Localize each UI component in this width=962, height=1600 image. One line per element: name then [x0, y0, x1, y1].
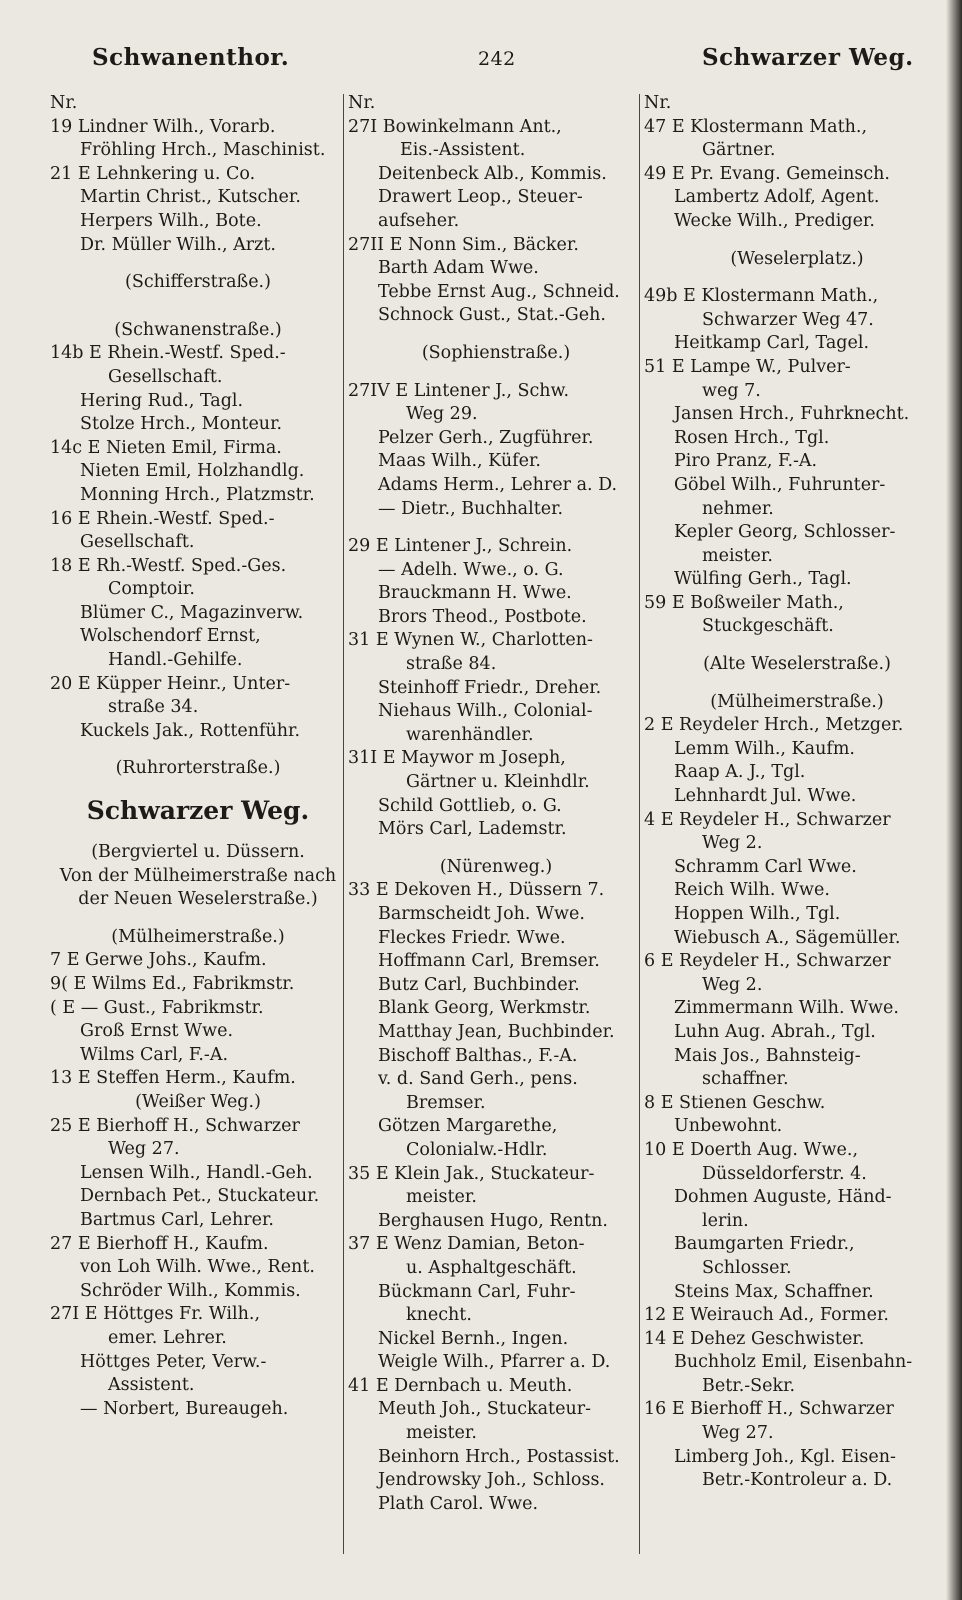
directory-entry: Wülfing Gerh., Tagl. — [674, 569, 852, 590]
directory-entry: Brors Theod., Postbote. — [378, 606, 587, 627]
directory-entry: Bückmann Carl, Fuhr- — [378, 1281, 576, 1302]
directory-entry: 2 E Reydeler Hrch., Metzger. — [644, 715, 904, 736]
directory-entry: Fröhling Hrch., Maschinist. — [80, 140, 326, 161]
directory-entry: Göbel Wilh., Fuhrunter- — [674, 474, 886, 495]
directory-entry: 27IV E Lintener J., Schw. — [348, 380, 570, 401]
directory-entry: Weg 2. — [702, 974, 763, 995]
directory-entry: 20 E Küpper Heinr., Unter- — [50, 673, 291, 694]
directory-entry: Lemm Wilh., Kaufm. — [674, 738, 855, 759]
directory-entry: Schlosser. — [702, 1257, 792, 1278]
directory-entry: 8 E Stienen Geschw. — [644, 1092, 826, 1113]
directory-entry: 27I Bowinkelmann Ant., — [348, 116, 562, 137]
directory-entry: — Dietr., Buchhalter. — [378, 498, 564, 519]
directory-entry: — Adelh. Wwe., o. G. — [378, 559, 564, 580]
street-heading: (Weselerplatz.) — [730, 248, 864, 269]
spacer — [644, 271, 950, 285]
column-header: Nr. — [348, 93, 376, 113]
directory-entry: Drawert Leop., Steuer- — [378, 187, 583, 208]
directory-entry: meister. — [702, 545, 773, 566]
directory-entry: Jendrowsky Joh., Schloss. — [378, 1470, 605, 1491]
directory-entry: Limberg Joh., Kgl. Eisen- — [674, 1446, 896, 1467]
spacer — [50, 743, 346, 757]
directory-entry: Lambertz Adolf, Agent. — [674, 187, 880, 208]
street-heading: (Mülheimerstraße.) — [111, 926, 285, 947]
directory-entry: von Loh Wilh. Wwe., Rent. — [80, 1257, 315, 1278]
directory-entry: Weg 27. — [108, 1139, 180, 1160]
directory-entry: Comptoir. — [108, 579, 195, 600]
street-heading: (Mülheimerstraße.) — [710, 691, 884, 712]
spacer — [644, 677, 950, 691]
directory-entry: Mais Jos., Bahnsteig- — [674, 1045, 861, 1066]
directory-entry: 49b E Klostermann Math., — [644, 286, 879, 307]
directory-entry: Buchholz Emil, Eisenbahn- — [674, 1352, 913, 1373]
directory-entry: warenhändler. — [406, 724, 534, 745]
street-heading: Schwarzer Weg. — [86, 796, 310, 826]
directory-entry: Wolschendorf Ernst, — [80, 626, 261, 647]
directory-entry: Weigle Wilh., Pfarrer a. D. — [378, 1352, 611, 1373]
directory-entry: Dr. Müller Wilh., Arzt. — [80, 234, 276, 255]
column-middle — [348, 92, 644, 1516]
directory-entry: 31I E Maywor m Joseph, — [348, 748, 566, 769]
directory-entry: Höttges Peter, Verw.- — [80, 1351, 267, 1372]
street-heading: (Alte Weselerstraße.) — [703, 654, 891, 675]
directory-entry: Deitenbeck Alb., Kommis. — [378, 163, 607, 184]
directory-entry: Herpers Wilh., Bote. — [80, 210, 262, 231]
street-heading: Von der Mülheimerstraße nach — [59, 865, 337, 886]
directory-entry: Düsseldorferstr. 4. — [702, 1163, 867, 1184]
directory-entry: Wecke Wilh., Prediger. — [674, 210, 875, 231]
directory-entry: 14b E Rhein.-Westf. Sped.- — [50, 343, 286, 364]
directory-entry: Hoffmann Carl, Bremser. — [378, 951, 600, 972]
directory-entry: Matthay Jean, Buchbinder. — [378, 1021, 615, 1042]
directory-entry: emer. Lehrer. — [108, 1327, 227, 1348]
directory-entry: Rosen Hrch., Tgl. — [674, 427, 830, 448]
directory-entry: Reich Wilh. Wwe. — [674, 880, 830, 901]
directory-entry: 13 E Steffen Herm., Kaufm. — [50, 1068, 296, 1089]
directory-entry: Niehaus Wilh., Colonial- — [378, 701, 593, 722]
directory-entry: Monning Hrch., Platzmstr. — [80, 484, 315, 505]
directory-entry: Unbewohnt. — [674, 1116, 783, 1137]
directory-entry: Martin Christ., Kutscher. — [80, 187, 301, 208]
street-heading: (Sophienstraße.) — [421, 342, 571, 363]
directory-entry: Barmscheidt Joh. Wwe. — [378, 904, 585, 924]
directory-entry: 51 E Lampe W., Pulver- — [644, 356, 851, 377]
directory-entry: Weg 29. — [406, 404, 478, 425]
directory-entry: Plath Carol. Wwe. — [378, 1493, 539, 1514]
directory-entry: Mörs Carl, Lademstr. — [378, 819, 567, 840]
directory-entry: nehmer. — [702, 498, 774, 519]
street-heading: (Ruhrorterstraße.) — [115, 758, 281, 779]
directory-entry: lerin. — [702, 1210, 749, 1231]
directory-entry: Kuckels Jak., Rottenführ. — [80, 720, 301, 741]
directory-entry: Schwarzer Weg 47. — [702, 309, 874, 330]
directory-entry: Lehnhardt Jul. Wwe. — [674, 786, 857, 807]
directory-entry: aufseher. — [378, 210, 460, 231]
directory-entry: Eis.-Assistent. — [400, 140, 526, 161]
directory-entry: Maas Wilh., Küfer. — [378, 451, 541, 472]
directory-entry: Dernbach Pet., Stuckateur. — [80, 1186, 320, 1207]
directory-entry: u. Asphaltgeschäft. — [406, 1257, 577, 1278]
directory-entry: Barth Adam Wwe. — [378, 258, 539, 279]
running-head-left: Schwanenthor. — [92, 44, 290, 71]
directory-entry: 16 E Rhein.-Westf. Sped.- — [50, 508, 275, 529]
directory-entry: 14 E Dehez Geschwister. — [644, 1328, 865, 1349]
street-heading: (Bergviertel u. Düssern. — [91, 842, 305, 863]
directory-entry: 4 E Reydeler H., Schwarzer — [644, 809, 891, 830]
directory-entry: — Norbert, Bureaugeh. — [80, 1398, 289, 1419]
directory-entry: 14c E Nieten Emil, Firma. — [50, 437, 282, 458]
directory-entry: Groß Ernst Wwe. — [80, 1021, 234, 1042]
directory-entry: 19 Lindner Wilh., Vorarb. — [50, 116, 276, 137]
directory-entry: 27I E Höttges Fr. Wilh., — [50, 1304, 261, 1325]
directory-entry: 18 E Rh.-Westf. Sped.-Ges. — [50, 555, 287, 576]
directory-entry: Hoppen Wilh., Tgl. — [674, 904, 841, 924]
street-heading: der Neuen Weselerstraße.) — [78, 889, 318, 910]
directory-entry: Betr.-Sekr. — [702, 1375, 796, 1396]
directory-entry: 47 E Klostermann Math., — [644, 116, 868, 137]
directory-entry: Meuth Joh., Stuckateur- — [378, 1399, 591, 1420]
spacer — [644, 639, 950, 653]
spacer — [50, 295, 346, 319]
directory-entry: 35 E Klein Jak., Stuckateur- — [348, 1163, 595, 1184]
directory-entry: 27II E Nonn Sim., Bäcker. — [348, 234, 579, 255]
directory-entry: Schnock Gust., Stat.-Geh. — [378, 305, 606, 326]
directory-entry: Wiebusch A., Sägemüller. — [674, 927, 901, 948]
directory-entry: Kepler Georg, Schlosser- — [674, 522, 896, 543]
directory-entry: Beinhorn Hrch., Postassist. — [378, 1446, 620, 1467]
directory-entry: 10 E Doerth Aug. Wwe., — [644, 1139, 859, 1160]
spacer — [644, 234, 950, 248]
directory-entry: 59 E Boßweiler Math., — [644, 592, 844, 613]
street-heading: (Schwanenstraße.) — [114, 319, 282, 340]
directory-entry: Stolze Hrch., Monteur. — [80, 414, 283, 435]
spacer — [50, 257, 346, 271]
directory-entry: straße 84. — [406, 654, 497, 675]
directory-entry: weg 7. — [702, 380, 761, 401]
directory-entry: Butz Carl, Buchbinder. — [378, 974, 580, 995]
directory-entry: Schröder Wilh., Kommis. — [80, 1280, 301, 1301]
directory-entry: meister. — [406, 1423, 477, 1444]
directory-entry: v. d. Sand Gerh., pens. — [378, 1069, 578, 1090]
directory-entry: Nieten Emil, Holzhandlg. — [80, 461, 305, 482]
directory-entry: Dohmen Auguste, Händ- — [674, 1187, 892, 1208]
directory-entry: 37 E Wenz Damian, Beton- — [348, 1234, 585, 1255]
directory-entry: Betr.-Kontroleur a. D. — [702, 1470, 893, 1491]
directory-entry: Handl.-Gehilfe. — [108, 650, 243, 671]
directory-entry: Assistent. — [108, 1375, 195, 1396]
directory-entry: 27 E Bierhoff H., Kaufm. — [50, 1233, 269, 1254]
directory-entry: 33 E Dekoven H., Düssern 7. — [348, 880, 605, 901]
directory-entry: ( E — Gust., Fabrikmstr. — [50, 997, 264, 1018]
directory-entry: meister. — [406, 1187, 477, 1208]
directory-entry: Wilms Carl, F.-A. — [80, 1044, 229, 1065]
directory-entry: Stuckgeschäft. — [702, 616, 834, 637]
spacer — [348, 521, 644, 535]
directory-entry: Gärtner u. Kleinhdlr. — [406, 772, 590, 793]
directory-entry: Fleckes Friedr. Wwe. — [378, 927, 566, 948]
directory-entry: Tebbe Ernst Aug., Schneid. — [378, 281, 620, 302]
directory-entry: 21 E Lehnkering u. Co. — [50, 163, 256, 184]
directory-entry: Berghausen Hugo, Rentn. — [378, 1210, 608, 1231]
directory-entry: 41 E Dernbach u. Meuth. — [348, 1375, 573, 1396]
directory-entry: Gesellschaft. — [80, 532, 195, 553]
directory-entry: Bartmus Carl, Lehrer. — [80, 1209, 274, 1230]
spacer — [348, 328, 644, 342]
directory-entry: Adams Herm., Lehrer a. D. — [378, 474, 618, 495]
directory-entry: Steinhoff Friedr., Dreher. — [378, 677, 602, 698]
directory-entry: Nickel Bernh., Ingen. — [378, 1328, 569, 1349]
directory-entry: Brauckmann H. Wwe. — [378, 583, 572, 604]
street-heading: (Weißer Weg.) — [135, 1091, 261, 1112]
spacer — [348, 366, 644, 380]
directory-entry: 49 E Pr. Evang. Gemeinsch. — [644, 163, 890, 184]
column-header: Nr. — [644, 93, 672, 113]
directory-entry: 25 E Bierhoff H., Schwarzer — [50, 1115, 300, 1136]
directory-entry: 7 E Gerwe Johs., Kaufm. — [50, 950, 267, 971]
street-heading: (Schifferstraße.) — [125, 272, 271, 293]
directory-entry: Blank Georg, Werkmstr. — [378, 998, 591, 1019]
directory-entry: Bremser. — [406, 1092, 486, 1113]
directory-entry: Colonialw.-Hdlr. — [406, 1139, 548, 1160]
directory-entry: Götzen Margarethe, — [378, 1116, 558, 1137]
directory-entry: 12 E Weirauch Ad., Former. — [644, 1305, 889, 1326]
directory-entry: 31 E Wynen W., Charlotten- — [348, 630, 593, 651]
directory-entry: Baumgarten Friedr., — [674, 1234, 855, 1255]
directory-entry: Pelzer Gerh., Zugführer. — [378, 427, 594, 448]
directory-entry: Weg 2. — [702, 833, 763, 854]
directory-entry: schaffner. — [702, 1069, 789, 1090]
directory-entry: 9( E Wilms Ed., Fabrikmstr. — [50, 974, 295, 994]
directory-entry: Blümer C., Magazinverw. — [80, 602, 304, 623]
directory-entry: Weg 27. — [702, 1423, 774, 1444]
page-header — [0, 38, 962, 78]
directory-entry: Zimmermann Wilh. Wwe. — [674, 998, 899, 1019]
directory-entry: Piro Pranz, F.-A. — [674, 451, 818, 472]
street-heading: (Nürenweg.) — [439, 856, 553, 877]
directory-entry: 29 E Lintener J., Schrein. — [348, 536, 573, 557]
spacer — [50, 912, 346, 926]
page-number: 242 — [478, 48, 516, 70]
column-right — [644, 92, 950, 1493]
directory-entry: Schild Gottlieb, o. G. — [378, 795, 562, 816]
directory-entry: knecht. — [406, 1305, 472, 1326]
page-edge-shadow — [946, 0, 962, 1600]
directory-entry: Jansen Hrch., Fuhrknecht. — [674, 404, 910, 425]
directory-entry: Gesellschaft. — [108, 366, 223, 387]
directory-entry: 6 E Reydeler H., Schwarzer — [644, 951, 891, 972]
column-left — [50, 92, 346, 1421]
column-header: Nr. — [50, 93, 78, 113]
spacer — [348, 842, 644, 856]
directory-entry: 16 E Bierhoff H., Schwarzer — [644, 1399, 894, 1420]
directory-entry: Luhn Aug. Abrah., Tgl. — [674, 1021, 876, 1042]
directory-entry: Steins Max, Schaffner. — [674, 1281, 874, 1302]
running-head-right: Schwarzer Weg. — [702, 44, 914, 71]
directory-entry: Lensen Wilh., Handl.-Geh. — [80, 1162, 313, 1183]
directory-entry: Hering Rud., Tagl. — [80, 390, 244, 411]
directory-entry: Heitkamp Carl, Tagel. — [674, 333, 870, 354]
directory-entry: Raap A. J., Tgl. — [674, 762, 806, 783]
directory-entry: Schramm Carl Wwe. — [674, 856, 857, 877]
directory-entry: straße 34. — [108, 697, 199, 718]
directory-entry: Bischoff Balthas., F.-A. — [378, 1045, 578, 1066]
directory-entry: Gärtner. — [702, 140, 776, 161]
